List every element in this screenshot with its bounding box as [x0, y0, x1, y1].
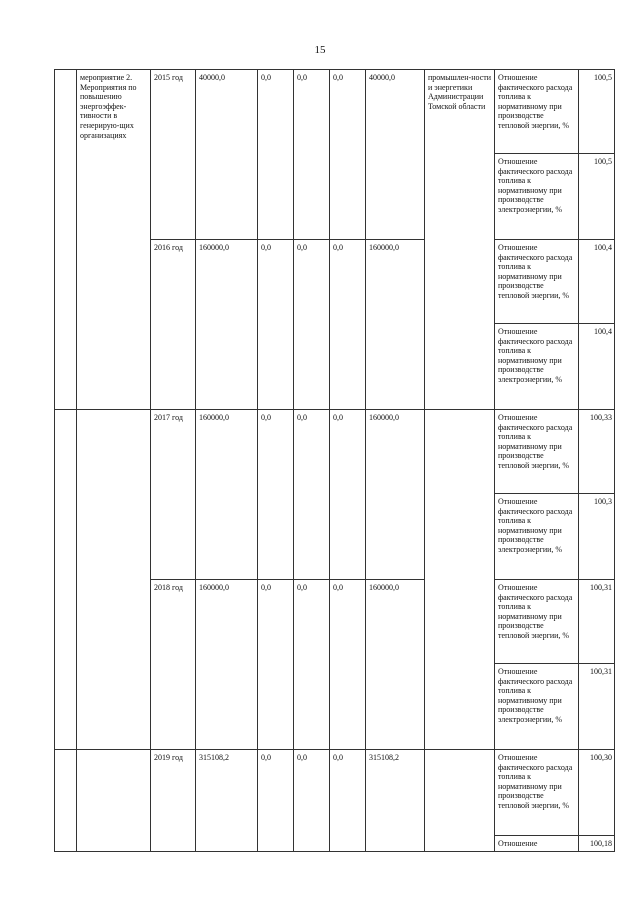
- measure-name-cell: [77, 410, 151, 750]
- page-number: 15: [314, 44, 326, 56]
- indicator-cell: Отношение фактического расхода топлива к нормативному при производстве тепловой энергии, %: [495, 750, 579, 836]
- indicator-value-cell: 100,30: [579, 750, 615, 836]
- year-cell: 2019 год: [151, 750, 196, 852]
- extrabudget-cell: 160000,0: [366, 580, 425, 750]
- indicator-value-cell: 100,4: [579, 240, 615, 324]
- total-cell: 315108,2: [196, 750, 258, 852]
- indicator-value-cell: 100,3: [579, 494, 615, 580]
- federal-budget-cell: 0,0: [258, 70, 294, 240]
- indicator-cell: Отношение: [495, 836, 579, 852]
- local-budget-cell: 0,0: [330, 410, 366, 580]
- indicator-cell: Отношение фактического расхода топлива к нормативному при производстве тепловой энергии, %: [495, 580, 579, 664]
- indicator-cell: Отношение фактического расхода топлива к нормативному при производстве тепловой энергии, %: [495, 240, 579, 324]
- total-cell: 160000,0: [196, 410, 258, 580]
- year-cell: 2015 год: [151, 70, 196, 240]
- measure-name-cell: [77, 750, 151, 852]
- row-number-cell: [55, 750, 77, 852]
- executor-cell: промышлен-ности и энергетики Администрации Томской области: [425, 70, 495, 410]
- program-table: [54, 69, 615, 852]
- year-cell: 2018 год: [151, 580, 196, 750]
- row-number-cell: [55, 410, 77, 750]
- federal-budget-cell: 0,0: [258, 580, 294, 750]
- table-row: [55, 750, 615, 836]
- table-row: [55, 410, 615, 494]
- indicator-cell: Отношение фактического расхода топлива к нормативному при производстве тепловой энергии, %: [495, 70, 579, 154]
- year-cell: 2017 год: [151, 410, 196, 580]
- indicator-cell: Отношение фактического расхода топлива к нормативному при производстве электроэнергии, %: [495, 664, 579, 750]
- indicator-cell: Отношение фактического расхода топлива к нормативному при производстве электроэнергии, %: [495, 154, 579, 240]
- regional-budget-cell: 0,0: [294, 580, 330, 750]
- indicator-value-cell: 100,5: [579, 154, 615, 240]
- regional-budget-cell: 0,0: [294, 750, 330, 852]
- local-budget-cell: 0,0: [330, 240, 366, 410]
- local-budget-cell: 0,0: [330, 70, 366, 240]
- total-cell: 40000,0: [196, 70, 258, 240]
- executor-cell: [425, 750, 495, 852]
- extrabudget-cell: 160000,0: [366, 410, 425, 580]
- total-cell: 160000,0: [196, 240, 258, 410]
- extrabudget-cell: 40000,0: [366, 70, 425, 240]
- indicator-value-cell: 100,4: [579, 324, 615, 410]
- indicator-value-cell: 100,33: [579, 410, 615, 494]
- regional-budget-cell: 0,0: [294, 70, 330, 240]
- executor-cell: [425, 410, 495, 750]
- indicator-value-cell: 100,5: [579, 70, 615, 154]
- row-number-cell: [55, 70, 77, 410]
- indicator-value-cell: 100,31: [579, 580, 615, 664]
- federal-budget-cell: 0,0: [258, 750, 294, 852]
- local-budget-cell: 0,0: [330, 750, 366, 852]
- indicator-cell: Отношение фактического расхода топлива к нормативному при производстве тепловой энергии, %: [495, 410, 579, 494]
- extrabudget-cell: 160000,0: [366, 240, 425, 410]
- federal-budget-cell: 0,0: [258, 240, 294, 410]
- indicator-value-cell: 100,18: [579, 836, 615, 852]
- year-cell: 2016 год: [151, 240, 196, 410]
- regional-budget-cell: 0,0: [294, 410, 330, 580]
- indicator-value-cell: 100,31: [579, 664, 615, 750]
- federal-budget-cell: 0,0: [258, 410, 294, 580]
- total-cell: 160000,0: [196, 580, 258, 750]
- table-row: [55, 70, 615, 154]
- extrabudget-cell: 315108,2: [366, 750, 425, 852]
- local-budget-cell: 0,0: [330, 580, 366, 750]
- measure-name-cell: мероприятие 2. Мероприятия по повышению энергоэффек-тивности в генерирую-щих организациях: [77, 70, 151, 410]
- regional-budget-cell: 0,0: [294, 240, 330, 410]
- indicator-cell: Отношение фактического расхода топлива к нормативному при производстве электроэнергии, %: [495, 494, 579, 580]
- indicator-cell: Отношение фактического расхода топлива к нормативному при производстве электроэнергии, %: [495, 324, 579, 410]
